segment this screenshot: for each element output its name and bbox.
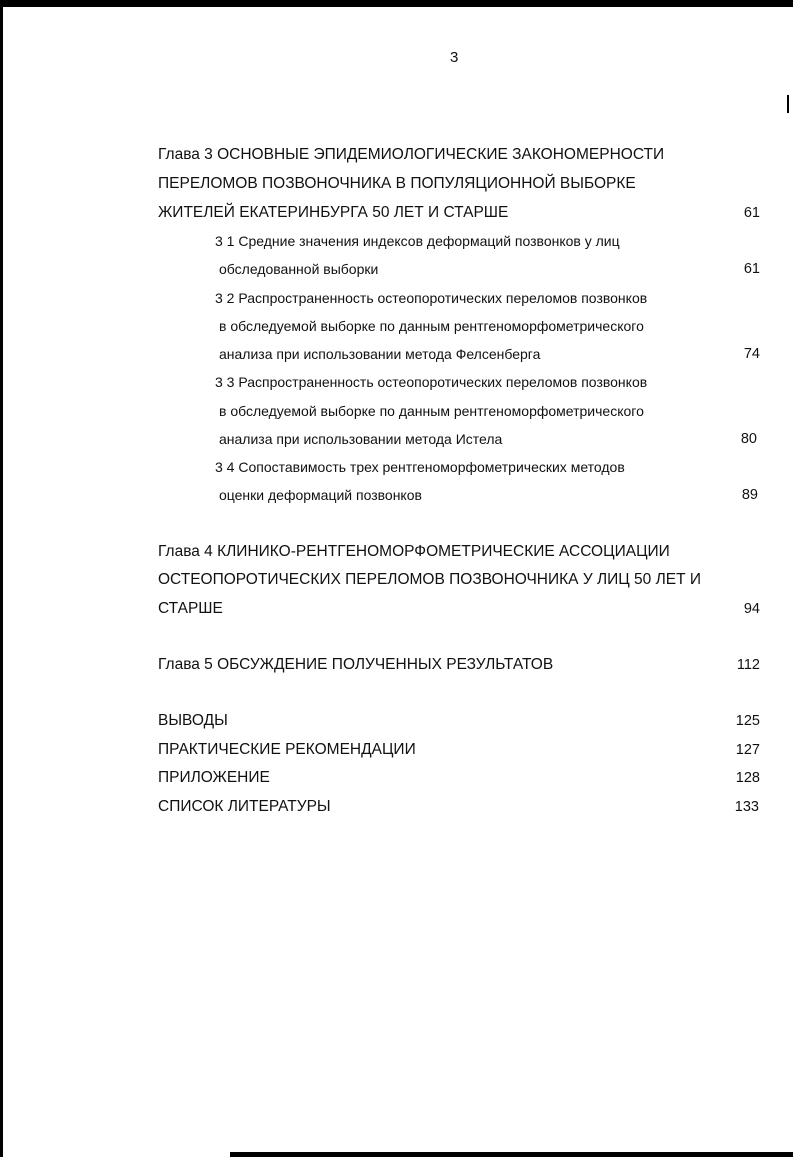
section-3-2-line-2: в обследуемой выборке по данным рентгеноморфометрического <box>219 318 644 334</box>
chapter-3-title-line-3: ЖИТЕЛЕЙ ЕКАТЕРИНБУРГА 50 ЛЕТ И СТАРШЕ <box>158 204 509 221</box>
chapter-3-title-line-1: Глава 3 ОСНОВНЫЕ ЭПИДЕМИОЛОГИЧЕСКИЕ ЗАКОНОМЕРНОСТИ <box>158 146 665 163</box>
section-3-4-line-2: оценки деформаций позвонков <box>219 487 422 503</box>
section-3-2-line-1: 3 2 Распространенность остеопоротических переломов позвонков <box>215 290 648 306</box>
page-number: 3 <box>450 49 459 66</box>
scan-edge-left <box>0 0 3 1157</box>
back-matter-label: ПРАКТИЧЕСКИЕ РЕКОМЕНДАЦИИ <box>158 741 416 758</box>
back-matter-label: ПРИЛОЖЕНИЕ <box>158 769 270 786</box>
chapter-3-page: 61 <box>743 205 760 221</box>
section-3-3-page: 80 <box>740 431 757 447</box>
back-matter-page: 125 <box>735 713 760 729</box>
section-3-3-line-3: анализа при использовании метода Истела <box>219 431 503 447</box>
section-3-3-line-2: в обследуемой выборке по данным рентгеноморфометрического <box>219 403 644 419</box>
back-matter-label: СПИСОК ЛИТЕРАТУРЫ <box>158 798 331 815</box>
section-3-2-page: 74 <box>743 346 760 362</box>
chapter-5-title-line-1: Глава 5 ОБСУЖДЕНИЕ ПОЛУЧЕННЫХ РЕЗУЛЬТАТОВ <box>158 656 554 673</box>
section-3-3-line-1: 3 3 Распространенность остеопоротических переломов позвонков <box>215 374 648 390</box>
section-3-2-line-3: анализа при использовании метода Фелсенберга <box>219 346 541 362</box>
section-3-1-line-1: 3 1 Средние значения индексов деформаций позвонков у лиц <box>215 233 620 249</box>
chapter-4-title-line-1: Глава 4 КЛИНИКО-РЕНТГЕНОМОРФОМЕТРИЧЕСКИЕ АССОЦИАЦИИ <box>158 543 670 560</box>
chapter-4-page: 94 <box>743 601 760 617</box>
back-matter-page: 127 <box>735 742 760 758</box>
section-3-4-line-1: 3 4 Сопоставимость трех рентгеноморфометрических методов <box>215 459 625 475</box>
section-3-4-page: 89 <box>741 487 758 503</box>
chapter-4-title-line-2: ОСТЕОПОРОТИЧЕСКИХ ПЕРЕЛОМОВ ПОЗВОНОЧНИКА У ЛИЦ 50 ЛЕТ И <box>158 571 702 588</box>
chapter-5-page: 112 <box>736 657 760 673</box>
chapter-4-title-line-3: СТАРШЕ <box>158 600 223 617</box>
scan-edge-bottom <box>230 1152 793 1157</box>
section-3-1-line-2: обследованной выборки <box>219 261 379 277</box>
back-matter-page: 133 <box>734 799 759 815</box>
back-matter-label: ВЫВОДЫ <box>158 712 228 729</box>
back-matter-page: 128 <box>735 770 760 786</box>
section-3-1-page: 61 <box>743 261 760 277</box>
scan-edge-right-mark <box>787 95 789 113</box>
scan-edge-top <box>0 0 793 7</box>
chapter-3-title-line-2: ПЕРЕЛОМОВ ПОЗВОНОЧНИКА В ПОПУЛЯЦИОННОЙ ВЫБОРКЕ <box>158 175 636 192</box>
